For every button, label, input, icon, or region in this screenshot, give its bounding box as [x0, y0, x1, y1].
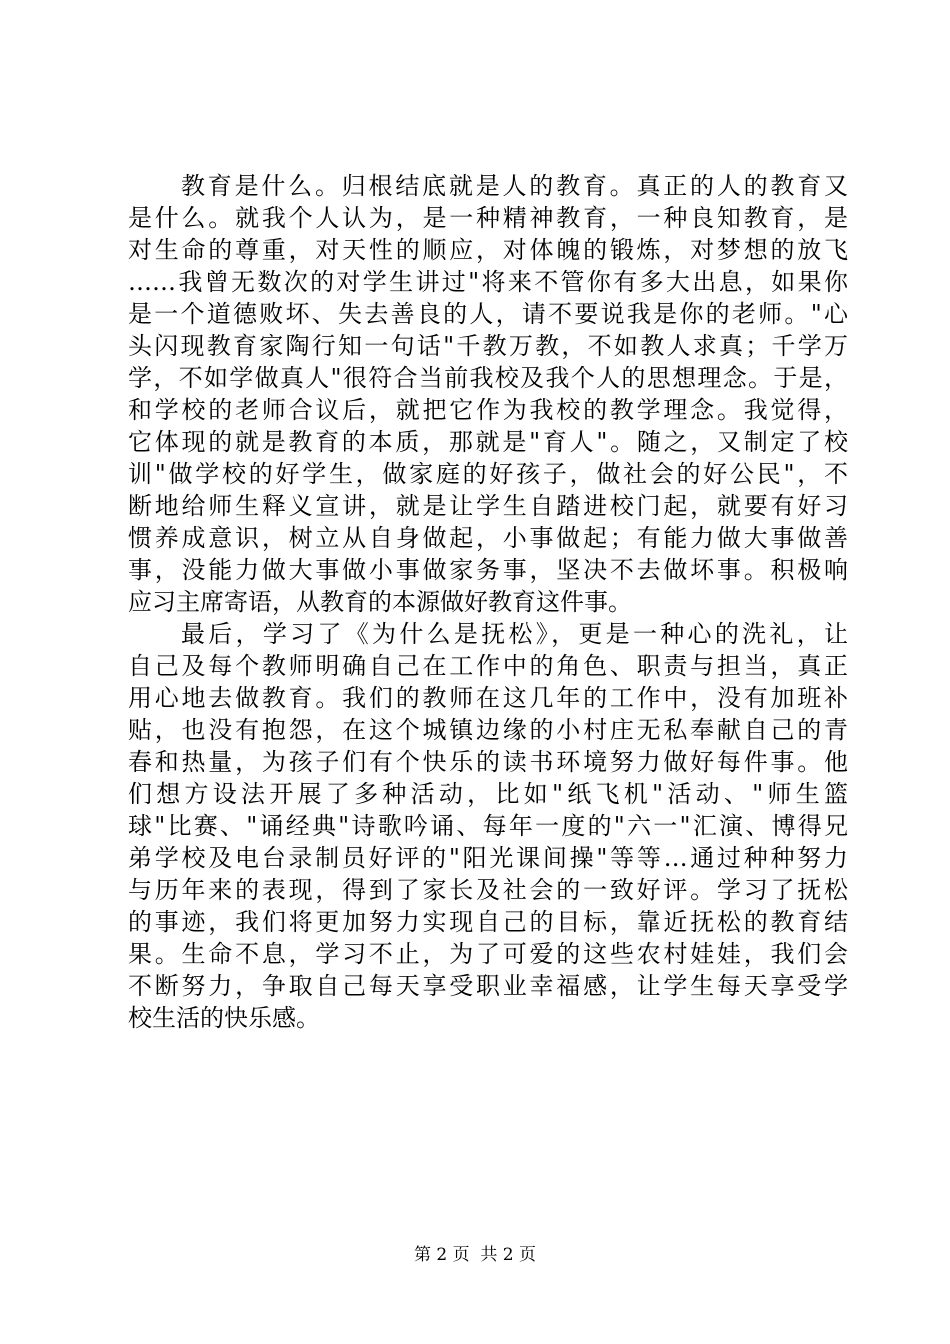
- text-line: 用心地去做教育。我们的教师在这几年的工作中，没有加班补: [128, 684, 848, 712]
- text-line: 弟学校及电台录制员好评的"阳光课间操"等等…通过种种努力: [128, 844, 848, 872]
- text-line: 果。生命不息，学习不止，为了可爱的这些农村娃娃，我们会: [128, 940, 848, 968]
- text-line: 贴，也没有抱怨，在这个城镇边缘的小村庄无私奉献自己的青: [128, 716, 848, 744]
- text-line: 球"比赛、"诵经典"诗歌吟诵、每年一度的"六一"汇演、博得兄: [128, 812, 848, 840]
- text-line: 头闪现教育家陶行知一句话"千教万教，不如教人求真；千学万: [128, 332, 848, 360]
- text-line: 对生命的尊重，对天性的顺应，对体魄的锻炼，对梦想的放飞: [128, 236, 848, 264]
- text-line: 和学校的老师合议后，就把它作为我校的教学理念。我觉得，: [128, 396, 848, 424]
- text-line: 惯养成意识，树立从自身做起，小事做起；有能力做大事做善: [128, 524, 848, 552]
- paragraph-2: [128, 618, 848, 1034]
- text-line: 教育是什么。归根结底就是人的教育。真正的人的教育又: [181, 172, 848, 200]
- text-line: 校生活的快乐感。: [128, 1004, 320, 1032]
- paragraph-1: [128, 170, 848, 618]
- text-line: 的事迹，我们将更加努力实现自己的目标，靠近抚松的教育结: [128, 908, 848, 936]
- text-line: 断地给师生释义宣讲，就是让学生自踏进校门起，就要有好习: [128, 492, 848, 520]
- text-line: 学，不如学做真人"很符合当前我校及我个人的思想理念。于是，: [128, 364, 848, 392]
- text-line: 训"做学校的好学生，做家庭的好孩子，做社会的好公民"，不: [128, 460, 848, 488]
- text-line: 不断努力，争取自己每天享受职业幸福感，让学生每天享受学: [128, 972, 848, 1000]
- text-line: 春和热量，为孩子们有个快乐的读书环境努力做好每件事。他: [128, 748, 848, 776]
- text-line: 自己及每个教师明确自己在工作中的角色、职责与担当，真正: [128, 652, 848, 680]
- text-line: ……我曾无数次的对学生讲过"将来不管你有多大出息，如果你: [128, 268, 848, 296]
- text-line: 们想方设法开展了多种活动，比如"纸飞机"活动、"师生篮: [128, 780, 848, 808]
- text-line: 它体现的就是教育的本质，那就是"育人"。随之，又制定了校: [128, 428, 848, 456]
- text-line: 最后，学习了《为什么是抚松》，更是一种心的洗礼，让: [181, 620, 848, 648]
- text-line: 应习主席寄语，从教育的本源做好教育这件事。: [128, 588, 632, 616]
- text-line: 与历年来的表现，得到了家长及社会的一致好评。学习了抚松: [128, 876, 848, 904]
- page-footer: 第 2 页 共 2 页: [413, 1245, 537, 1265]
- text-line: 事，没能力做大事做小事做家务事，坚决不去做坏事。积极响: [128, 556, 848, 584]
- text-line: 是一个道德败坏、失去善良的人，请不要说我是你的老师。"心: [128, 300, 848, 328]
- document-body: [128, 170, 848, 1034]
- text-line: 是什么。就我个人认为，是一种精神教育，一种良知教育，是: [128, 204, 848, 232]
